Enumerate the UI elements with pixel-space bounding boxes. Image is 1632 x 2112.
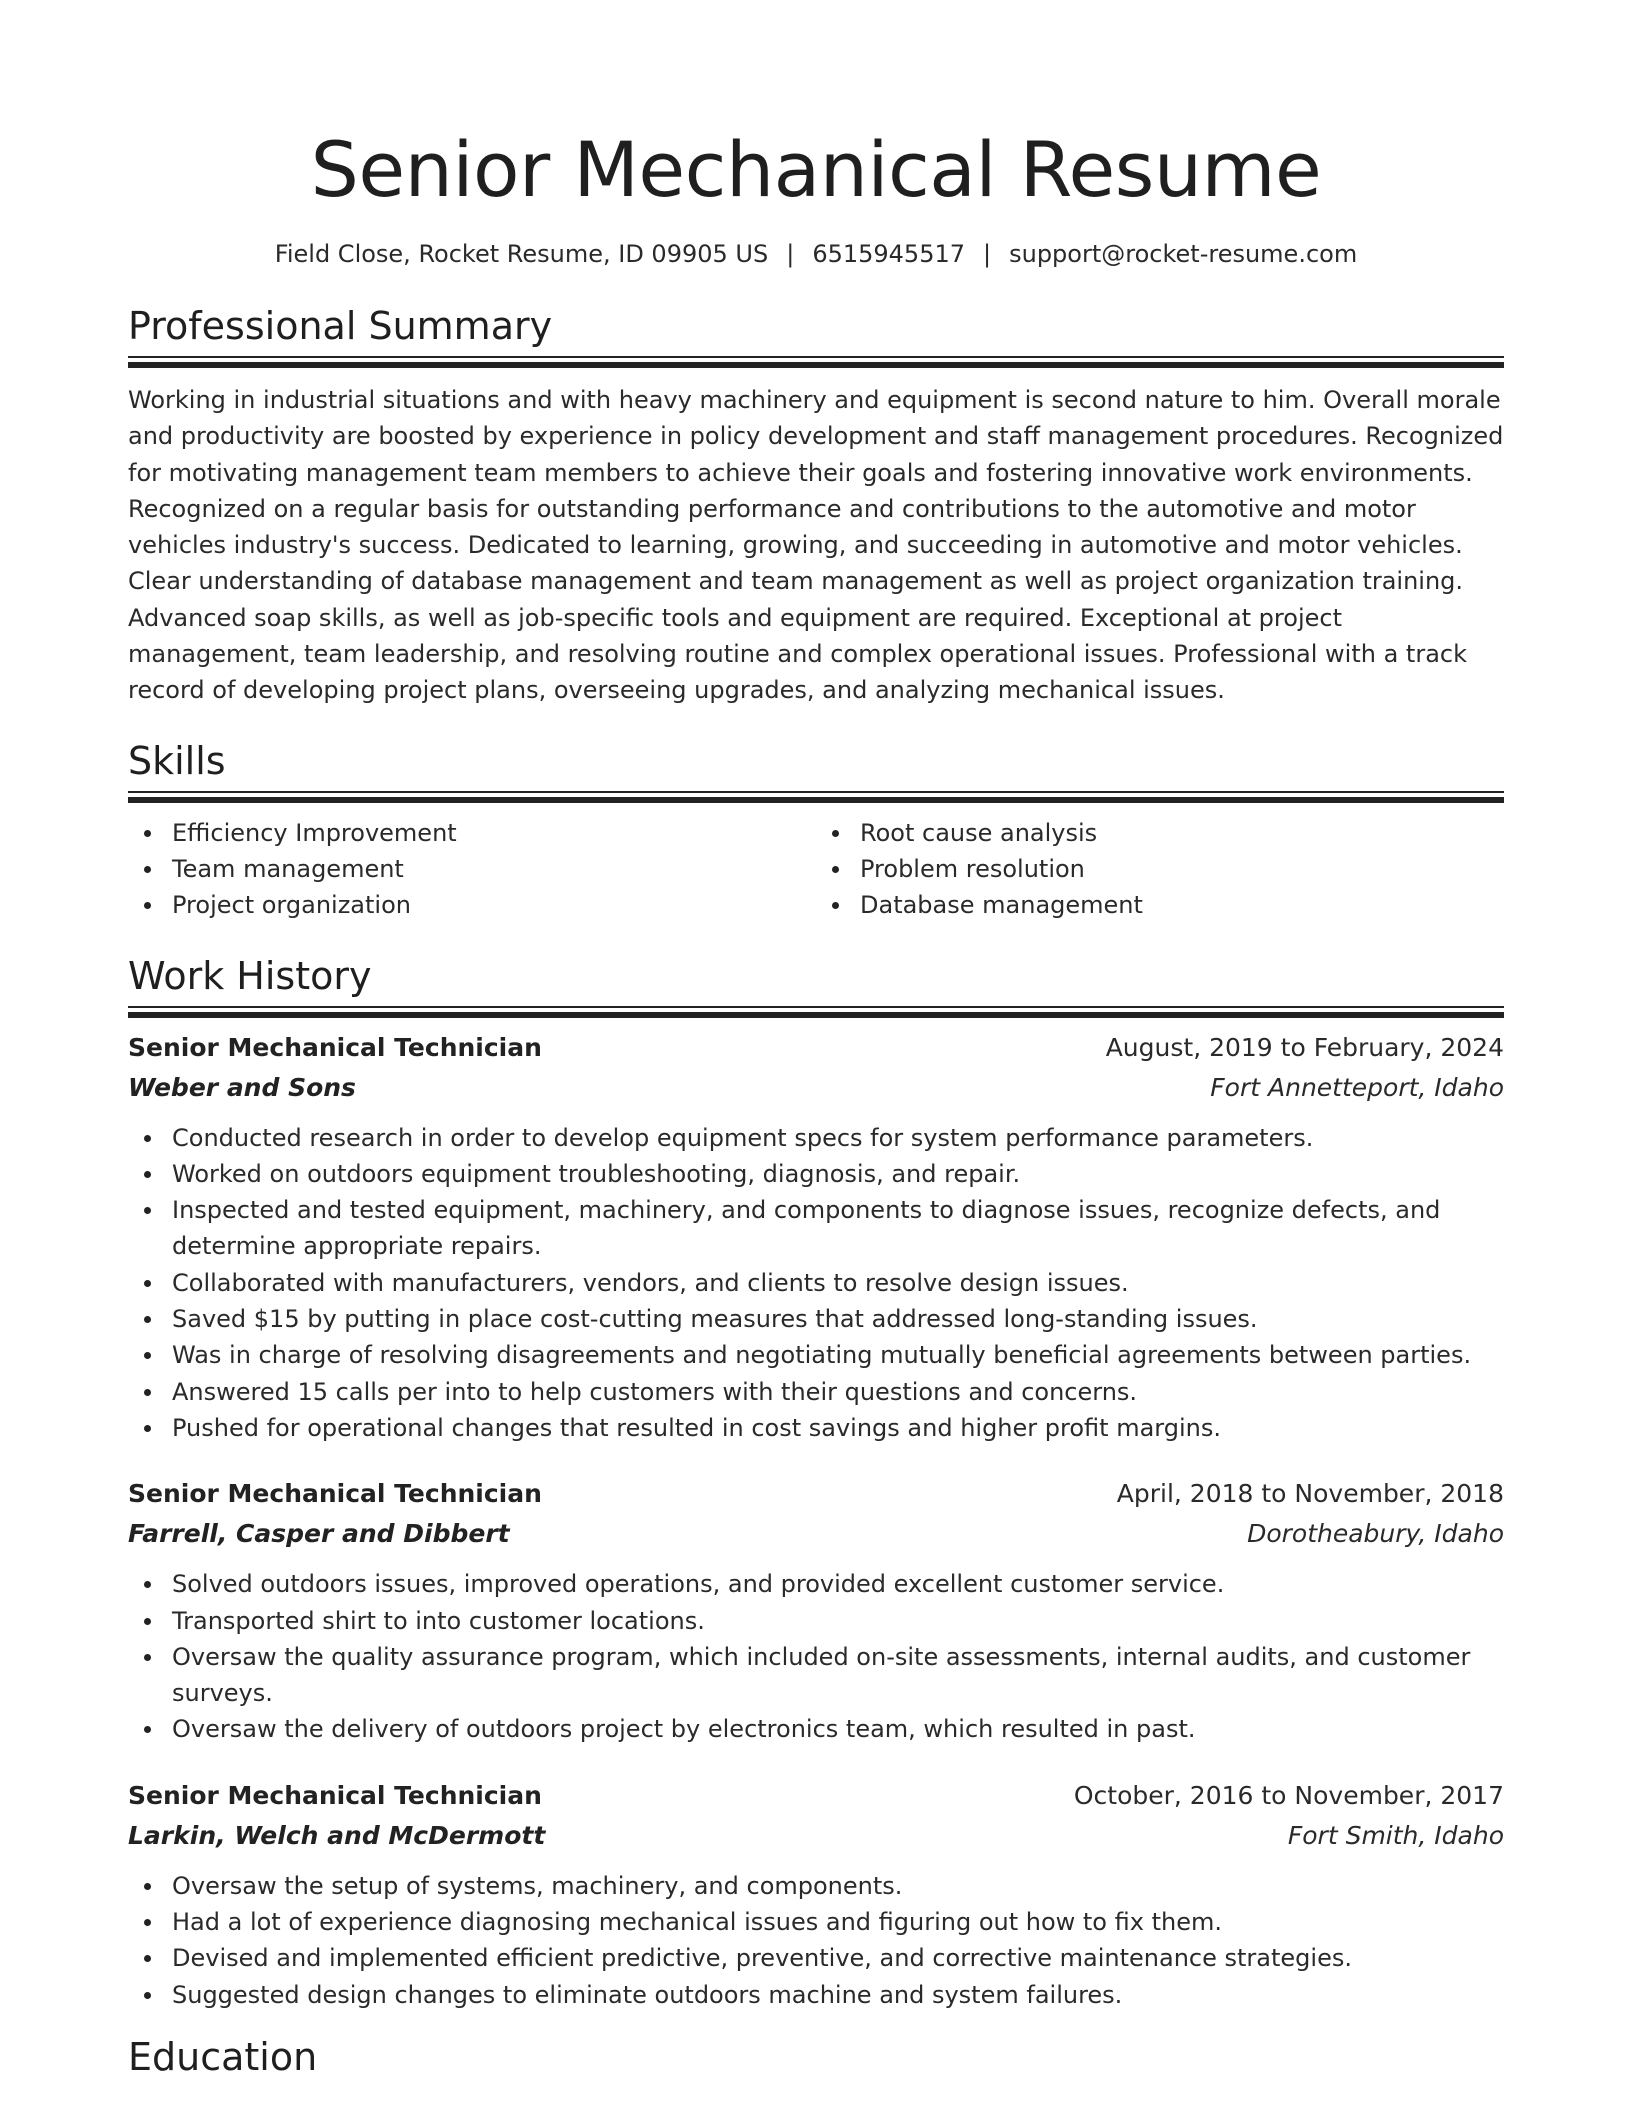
resume-page: [128, 0, 1504, 2083]
contact-phone: 6515945517: [812, 240, 966, 268]
section-title-education: Education: [128, 2034, 318, 2079]
job-bullet: Worked on outdoors equipment troubleshooting, diagnosis, and repair.: [172, 1156, 1504, 1192]
job-title: Senior Mechanical Technician: [128, 1479, 542, 1509]
contact-email: support@rocket-resume.com: [1009, 240, 1358, 268]
skills-grid: [128, 815, 1504, 924]
job-bullets: [128, 1566, 1504, 1747]
job-dates: August, 2019 to February, 2024: [1105, 1032, 1504, 1062]
skill-item: Problem resolution: [860, 851, 1504, 887]
skill-item: Project organization: [172, 887, 816, 923]
job-bullet: Oversaw the quality assurance program, which included on-site assessments, internal audits, and customer surveys.: [172, 1639, 1504, 1712]
contact-separator: |: [786, 240, 795, 268]
job-bullets: [128, 1868, 1504, 2013]
job-dates: October, 2016 to November, 2017: [1073, 1780, 1504, 1810]
resume-title: Senior Mechanical Resume: [310, 125, 1322, 214]
summary-section: [128, 300, 1504, 709]
job-bullet: Answered 15 calls per into to help customers with their questions and concerns.: [172, 1374, 1504, 1410]
section-title-work-history: Work History: [128, 953, 372, 998]
job-title: Senior Mechanical Technician: [128, 1780, 542, 1810]
summary-text: Working in industrial situations and with heavy machinery and equipment is second nature to him. Overall morale and productivity are boosted by experience in policy development and staff management procedures. Recognized for motivating management team members to achieve their goals and fostering innovative work environments. Recognized on a regular basis for outstanding performance and contributions to the automotive and motor vehicles industry's success. Dedicated to learning, growing, and succeeding in automotive and motor vehicles. Clear understanding of database management and team management as well as project organization training. Advanced soap skills, as well as job-specific tools and equipment are required. Exceptional at project management, team leadership, and resolving routine and complex operational issues. Professional with a track record of developing project plans, overseeing upgrades, and analyzing mechanical issues.: [128, 386, 1504, 705]
section-divider: [128, 1006, 1504, 1018]
job-bullet: Inspected and tested equipment, machinery, and components to diagnose issues, recognize defects, and determine appropriate repairs.: [172, 1192, 1504, 1265]
job-location: Fort Smith, Idaho: [1287, 1820, 1504, 1850]
job-entry: [128, 1028, 1504, 1447]
skill-item: Efficiency Improvement: [172, 815, 816, 851]
job-location: Fort Annetteport, Idaho: [1210, 1072, 1504, 1102]
job-title: Senior Mechanical Technician: [128, 1032, 542, 1062]
job-bullet: Collaborated with manufacturers, vendors, and clients to resolve design issues.: [172, 1265, 1504, 1301]
job-bullet: Had a lot of experience diagnosing mechanical issues and figuring out how to fix them.: [172, 1904, 1504, 1940]
section-divider: [128, 791, 1504, 803]
contact-address: Field Close, Rocket Resume, ID 09905 US: [274, 240, 769, 268]
job-bullet: Pushed for operational changes that resulted in cost savings and higher profit margins.: [172, 1410, 1504, 1446]
job-dates: April, 2018 to November, 2018: [1116, 1479, 1504, 1509]
job-bullet: Solved outdoors issues, improved operations, and provided excellent customer service.: [172, 1566, 1504, 1602]
skills-column-right: [816, 815, 1504, 924]
job-bullet: Was in charge of resolving disagreements and negotiating mutually beneficial agreements between parties.: [172, 1337, 1504, 1373]
job-bullet: Suggested design changes to eliminate outdoors machine and system failures.: [172, 1977, 1504, 2013]
job-bullet: Oversaw the setup of systems, machinery, and components.: [172, 1868, 1504, 1904]
work-history-section: [128, 950, 1504, 2013]
education-section: [128, 2031, 1504, 2083]
job-bullet: Transported shirt to into customer locations.: [172, 1603, 1504, 1639]
skill-item: Team management: [172, 851, 816, 887]
company-name: Farrell, Casper and Dibbert: [128, 1519, 510, 1549]
contact-line: [128, 238, 1504, 270]
job-bullet: Oversaw the delivery of outdoors project by electronics team, which resulted in past.: [172, 1711, 1504, 1747]
section-title-skills: Skills: [128, 738, 226, 783]
job-location: Dorotheabury, Idaho: [1247, 1519, 1504, 1549]
job-bullet: Saved $15 by putting in place cost-cutting measures that addressed long-standing issues.: [172, 1301, 1504, 1337]
company-name: Weber and Sons: [128, 1072, 356, 1102]
job-entry: [128, 1776, 1504, 2013]
skill-item: Database management: [860, 887, 1504, 923]
skills-column-left: [128, 815, 816, 924]
skills-section: [128, 735, 1504, 924]
section-divider: [128, 356, 1504, 368]
job-bullet: Conducted research in order to develop equipment specs for system performance parameters.: [172, 1120, 1504, 1156]
section-title-summary: Professional Summary: [128, 304, 553, 348]
job-entry: [128, 1474, 1504, 1747]
skill-item: Root cause analysis: [860, 815, 1504, 851]
company-name: Larkin, Welch and McDermott: [128, 1820, 546, 1850]
contact-separator: |: [983, 240, 992, 268]
job-bullet: Devised and implemented efficient predictive, preventive, and corrective maintenance strategies.: [172, 1940, 1504, 1976]
job-bullets: [128, 1120, 1504, 1447]
